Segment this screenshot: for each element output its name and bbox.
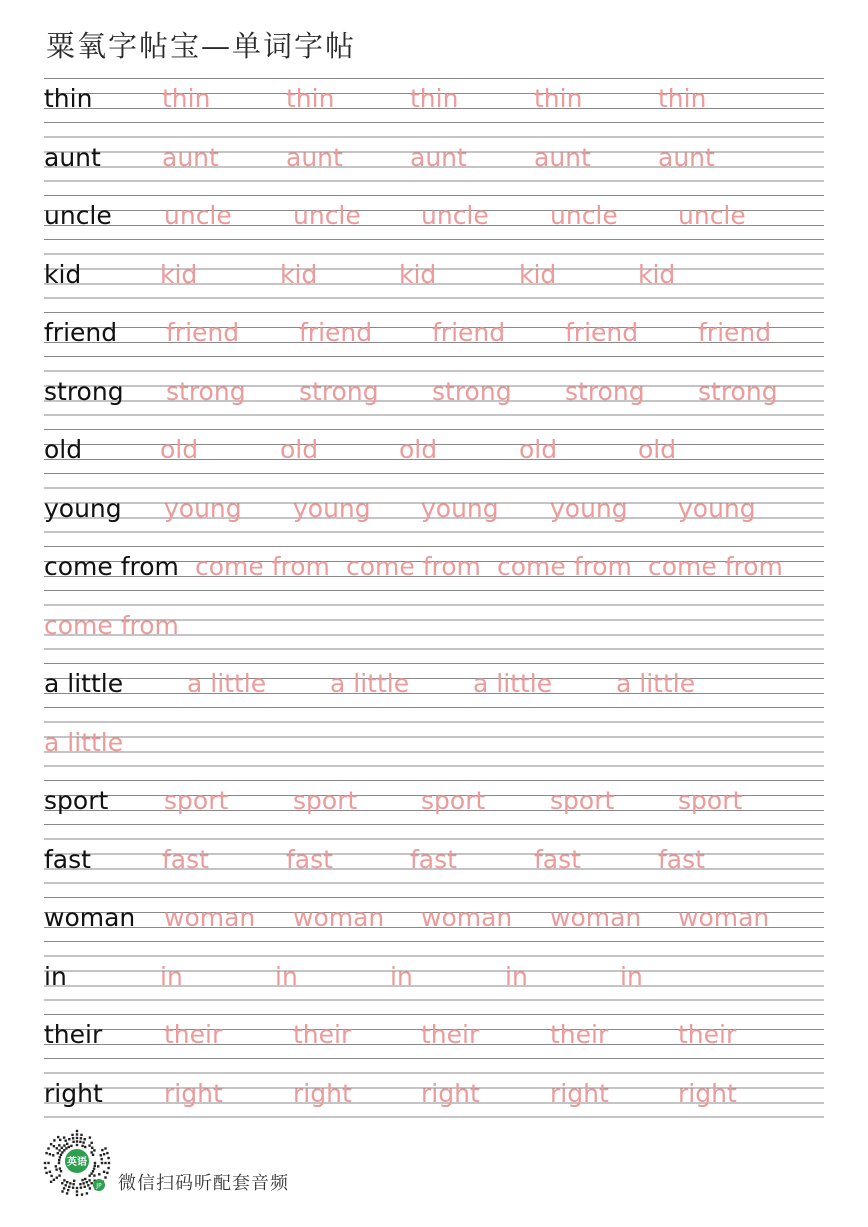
word-trace: friend: [698, 318, 772, 347]
word-head: young: [44, 493, 122, 523]
word-trace: thin: [286, 84, 335, 113]
word-head: their: [44, 1020, 103, 1049]
word-trace: uncle: [293, 201, 361, 230]
word-trace: kid: [280, 259, 318, 289]
word-trace: come from: [195, 552, 330, 581]
word-trace: sport: [550, 786, 615, 815]
word-trace: come from: [648, 552, 783, 581]
word-trace: kid: [519, 259, 557, 289]
word-trace: woman: [421, 903, 513, 932]
qr-caption: 微信扫码听配套音频: [118, 1173, 289, 1194]
word-trace: fast: [286, 844, 333, 874]
word-trace: old: [160, 435, 199, 464]
word-trace: friend: [299, 318, 373, 347]
word-trace: a little: [616, 669, 696, 698]
word-trace: sport: [293, 786, 358, 815]
word-trace: strong: [166, 376, 246, 406]
word-trace: in: [390, 961, 413, 991]
word-trace: old: [280, 435, 319, 464]
word-trace: their: [421, 1020, 480, 1049]
word-trace: aunt: [658, 142, 715, 172]
word-trace: in: [160, 961, 183, 991]
word-trace: their: [164, 1020, 223, 1049]
qr-badge-label: 英语: [67, 1157, 87, 1168]
word-trace: come from: [346, 552, 481, 581]
word-trace: kid: [638, 259, 676, 289]
word-trace: sport: [678, 786, 743, 815]
word-trace: thin: [534, 84, 583, 113]
word-trace: fast: [534, 844, 581, 874]
word-head: a little: [44, 669, 124, 698]
word-trace: friend: [565, 318, 639, 347]
word-trace: young: [678, 493, 756, 523]
word-trace: right: [550, 1078, 609, 1108]
word-head: woman: [44, 903, 136, 932]
word-trace: woman: [550, 903, 642, 932]
word-trace: their: [678, 1020, 737, 1049]
word-trace: right: [293, 1078, 352, 1108]
word-trace: strong: [565, 376, 645, 406]
word-trace: kid: [399, 259, 437, 289]
word-trace: woman: [678, 903, 770, 932]
word-trace: uncle: [550, 201, 618, 230]
word-trace: fast: [410, 844, 457, 874]
word-trace: young: [421, 493, 499, 523]
word-trace: sport: [421, 786, 486, 815]
word-trace: young: [550, 493, 628, 523]
word-trace: strong: [299, 376, 379, 406]
word-trace: their: [550, 1020, 609, 1049]
word-trace: come from: [44, 610, 179, 640]
word-trace: aunt: [162, 142, 219, 172]
word-trace: a little: [187, 669, 267, 698]
word-trace: uncle: [678, 201, 746, 230]
word-trace: kid: [160, 259, 198, 289]
word-head: fast: [44, 844, 91, 874]
word-head: come from: [44, 552, 179, 581]
word-trace: uncle: [421, 201, 489, 230]
word-trace: thin: [410, 84, 459, 113]
word-trace: woman: [293, 903, 385, 932]
word-trace: come from: [497, 552, 632, 581]
word-head: strong: [44, 376, 124, 406]
word-trace: young: [164, 493, 242, 523]
word-trace: right: [678, 1078, 737, 1108]
word-trace: aunt: [286, 142, 343, 172]
word-trace: thin: [162, 84, 211, 113]
word-trace: in: [275, 961, 298, 991]
word-trace: aunt: [410, 142, 467, 172]
word-trace: a little: [473, 669, 553, 698]
word-trace: a little: [44, 727, 124, 757]
word-head: aunt: [44, 142, 101, 172]
qr-sub-label: JP: [96, 1182, 102, 1190]
word-head: old: [44, 435, 83, 464]
word-head: kid: [44, 259, 82, 289]
word-head: sport: [44, 786, 109, 815]
word-head: uncle: [44, 201, 112, 230]
word-trace: right: [421, 1078, 480, 1108]
word-head: right: [44, 1078, 103, 1108]
qr-code-icon[interactable]: [42, 1128, 112, 1198]
word-trace: fast: [162, 844, 209, 874]
word-head: thin: [44, 84, 93, 113]
word-trace: young: [293, 493, 371, 523]
word-trace: old: [399, 435, 438, 464]
word-trace: old: [638, 435, 677, 464]
word-trace: in: [620, 961, 643, 991]
word-trace: friend: [166, 318, 240, 347]
word-trace: in: [505, 961, 528, 991]
page-title: 粟氧字帖宝—单词字帖: [46, 29, 357, 63]
word-trace: fast: [658, 844, 705, 874]
word-trace: friend: [432, 318, 506, 347]
word-trace: strong: [432, 376, 512, 406]
word-head: friend: [44, 318, 118, 347]
word-trace: old: [519, 435, 558, 464]
word-trace: strong: [698, 376, 778, 406]
word-trace: aunt: [534, 142, 591, 172]
word-trace: a little: [330, 669, 410, 698]
word-head: in: [44, 961, 67, 991]
word-trace: uncle: [164, 201, 232, 230]
word-trace: sport: [164, 786, 229, 815]
word-trace: thin: [658, 84, 707, 113]
word-trace: their: [293, 1020, 352, 1049]
word-trace: woman: [164, 903, 256, 932]
word-trace: right: [164, 1078, 223, 1108]
